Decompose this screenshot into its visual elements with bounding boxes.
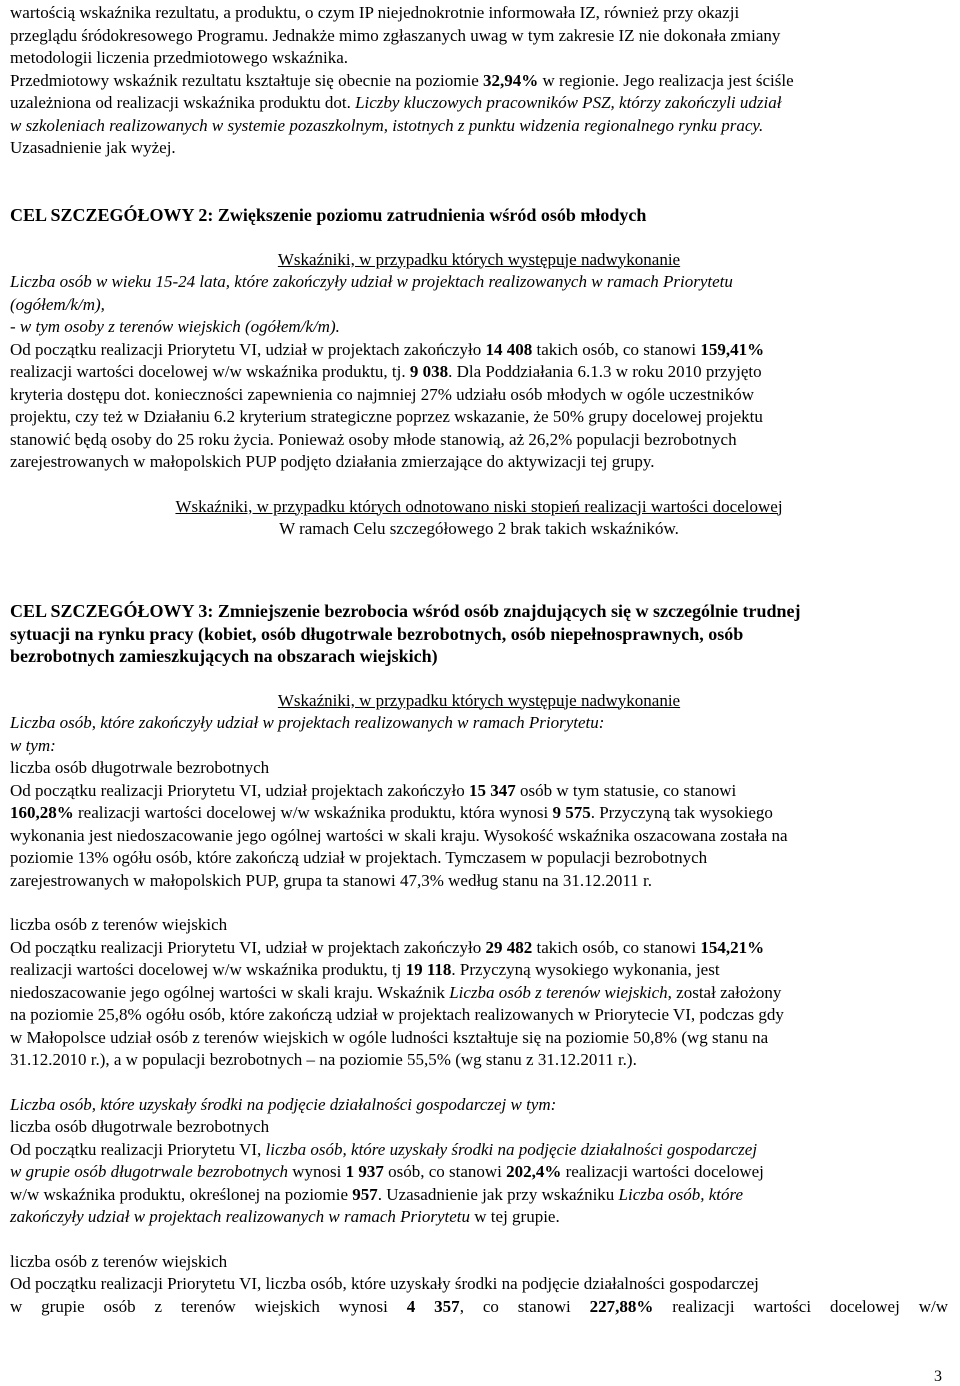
cel3-sub2-line: na poziomie 25,8% ogółu osób, które zakończą udział w projektach realizowanych w Priorytecie VI, podczas gdy <box>10 1005 784 1024</box>
cel2-paragraph-line: Od początku realizacji Priorytetu VI, udział w projektach zakończyło 14 408 takich osób, co stanowi 159,41% <box>10 339 765 359</box>
intro-line: metodologii liczenia przedmiotowego wskaźnika. <box>10 48 349 67</box>
intro-line: w szkoleniach realizowanych w systemie pozaszkolnym, istotnych z punktu widzenia regionalnego rynku pracy. <box>10 115 764 135</box>
cel3-sub4-label: liczba osób z terenów wiejskich <box>10 1251 228 1271</box>
cel3-sub3-label: liczba osób długotrwale bezrobotnych <box>10 1117 270 1136</box>
page-number: 3 <box>934 1368 942 1385</box>
intro-line: uzależniona od realizacji wskaźnika produktu dot. Liczby kluczowych pracowników PSZ, którzy zakończyli udział <box>10 93 782 112</box>
cel2-paragraph-line: projektu, czy też w Działaniu 6.2 kryterium strategiczne poprzez wskazanie, że 50% grupy docelowej projektu <box>10 407 763 426</box>
cel2-paragraph-line: zarejestrowanych w małopolskich PUP podjęto działania zmierzające do aktywizacji tej grupy. <box>10 452 655 471</box>
cel3-sub3-line: w grupie osób długotrwale bezrobotnych wynosi 1 937 osób, co stanowi 202,4% realizacji wartości docelowej <box>10 1162 764 1181</box>
cel3-sub4-line: w grupie osób z terenów wiejskich wynosi 4 357, co stanowi 227,88% realizacji wartości docelowej w/w <box>10 1296 949 1316</box>
cel3-sub2-line: 31.12.2010 r.), a w populacji bezrobotnych – na poziomie 55,5% (wg stanu z 31.12.2011 r.). <box>10 1050 637 1069</box>
cel2-low-text: W ramach Celu szczegółowego 2 brak takich wskaźników. <box>279 519 679 538</box>
cel3-sub1-line: 160,28% realizacji wartości docelowej w/w wskaźnika produktu, która wynosi 9 575. Przyczyną tak wysokiego <box>10 803 773 822</box>
cel3-sub3-line: w/w wskaźnika produktu, określonej na poziomie 957. Uzasadnienie jak przy wskaźniku Liczba osób, które <box>10 1184 744 1204</box>
cel3-over-heading: Wskaźniki, w przypadku których występuje nadwykonanie <box>277 690 681 710</box>
cel3-w-tym: w tym: <box>10 735 56 755</box>
intro-section <box>10 2 948 160</box>
cel2-paragraph-line: stanowić będą osoby do 25 roku życia. Ponieważ osoby młode stanowią, aż 26,2% populacji bezrobotnych <box>10 429 737 449</box>
intro-line: przeglądu śródokresowego Programu. Jednakże mimo zgłaszanych uwag w tym zakresie IZ nie dokonała zmiany <box>10 25 781 45</box>
cel3-indicator: Liczba osób, które zakończyły udział w projektach realizowanych w ramach Priorytetu: <box>10 713 605 732</box>
cel3-indicator-2: Liczba osób, które uzyskały środki na podjęcie działalności gospodarczej w tym: <box>10 1094 557 1114</box>
cel3-sub1-line: wykonania jest niedoszacowanie jego ogólnej wartości w skali kraju. Wysokość wskaźnika oszacowana została na <box>10 825 788 845</box>
cel3-sub2-line: w Małopolsce udział osób z terenów wiejskich w ogóle ludności kształtuje się na poziomie 50,8% (wg stanu na <box>10 1027 769 1047</box>
cel3-heading-line: bezrobotnych zamieszkujących na obszarach wiejskich) <box>10 646 438 666</box>
cel3-heading-line: sytuacji na rynku pracy (kobiet, osób długotrwale bezrobotnych, osób niepełnosprawnych, osób <box>10 623 744 644</box>
cel3-sub3-line: Od początku realizacji Priorytetu VI, liczba osób, które uzyskały środki na podjęcie działalności gospodarczej <box>10 1139 758 1159</box>
cel3-sub2-label: liczba osób z terenów wiejskich <box>10 915 228 934</box>
cel3-sub2-line: Od początku realizacji Priorytetu VI, udział w projektach zakończyło 29 482 takich osób, co stanowi 154,21% <box>10 937 765 957</box>
cel2-heading: CEL SZCZEGÓŁOWY 2: Zwiększenie poziomu zatrudnienia wśród osób młodych <box>10 205 647 225</box>
cel3-sub4-line: Od początku realizacji Priorytetu VI, liczba osób, które uzyskały środki na podjęcie działalności gospodarczej <box>10 1274 759 1293</box>
cel2-paragraph-line: kryteria dostępu dot. konieczności zapewnienia co najmniej 27% udziału osób młodych w ogóle uczestników <box>10 384 755 404</box>
cel3-sub1-line: poziomie 13% ogółu osób, które zakończą udział w projektach. Tymczasem w populacji bezrobotnych <box>10 848 708 867</box>
cel3-sub2-line: realizacji wartości docelowej w/w wskaźnika produktu, tj 19 118. Przyczyną wysokiego wykonania, jest <box>10 960 720 979</box>
cel2-indicator-line: (ogółem/k/m), <box>10 294 105 314</box>
cel2-over-heading: Wskaźniki, w przypadku których występuje nadwykonanie <box>277 249 681 269</box>
cel3-sub1-line: Od początku realizacji Priorytetu VI, udział projektach zakończyło 15 347 osób w tym statusie, co stanowi <box>10 780 737 800</box>
cel2-section <box>10 204 948 541</box>
cel3-heading-line: CEL SZCZEGÓŁOWY 3: Zmniejszenie bezrobocia wśród osób znajdujących się w szczególnie trudnej <box>10 601 801 621</box>
cel3-sub1-line: zarejestrowanych w małopolskich PUP, grupa ta stanowi 47,3% według stanu na 31.12.2011 r. <box>10 870 652 890</box>
cel2-indicator-line: - w tym osoby z terenów wiejskich (ogółem/k/m). <box>10 317 340 336</box>
intro-line: wartością wskaźnika rezultatu, a produktu, o czym IP niejednokrotnie informowała IZ, również przy okazji <box>10 3 740 22</box>
cel2-indicator-line: Liczba osób w wieku 15-24 lata, które zakończyły udział w projektach realizowanych w ramach Priorytetu <box>10 272 733 291</box>
cel3-sub1-label: liczba osób długotrwale bezrobotnych <box>10 758 270 777</box>
intro-line: Uzasadnienie jak wyżej. <box>10 138 176 157</box>
cel3-sub3-line: zakończyły udział w projektach realizowanych w ramach Priorytetu w tej grupie. <box>10 1207 560 1226</box>
cel2-paragraph-line: realizacji wartości docelowej w/w wskaźnika produktu, tj. 9 038. Dla Poddziałania 6.1.3 w roku 2010 przyjęto <box>10 362 762 381</box>
cel3-sub2-line: niedoszacowanie jego ogólnej wartości w skali kraju. Wskaźnik Liczba osób z terenów wiejskich, został założony <box>10 982 782 1002</box>
cel2-low-heading: Wskaźniki, w przypadku których odnotowano niski stopień realizacji wartości docelowej <box>175 496 783 516</box>
intro-line: Przedmiotowy wskaźnik rezultatu kształtuje się obecnie na poziomie 32,94% w regionie. Jego realizacja jest ściśle <box>10 70 794 90</box>
cel3-section <box>10 600 948 1318</box>
